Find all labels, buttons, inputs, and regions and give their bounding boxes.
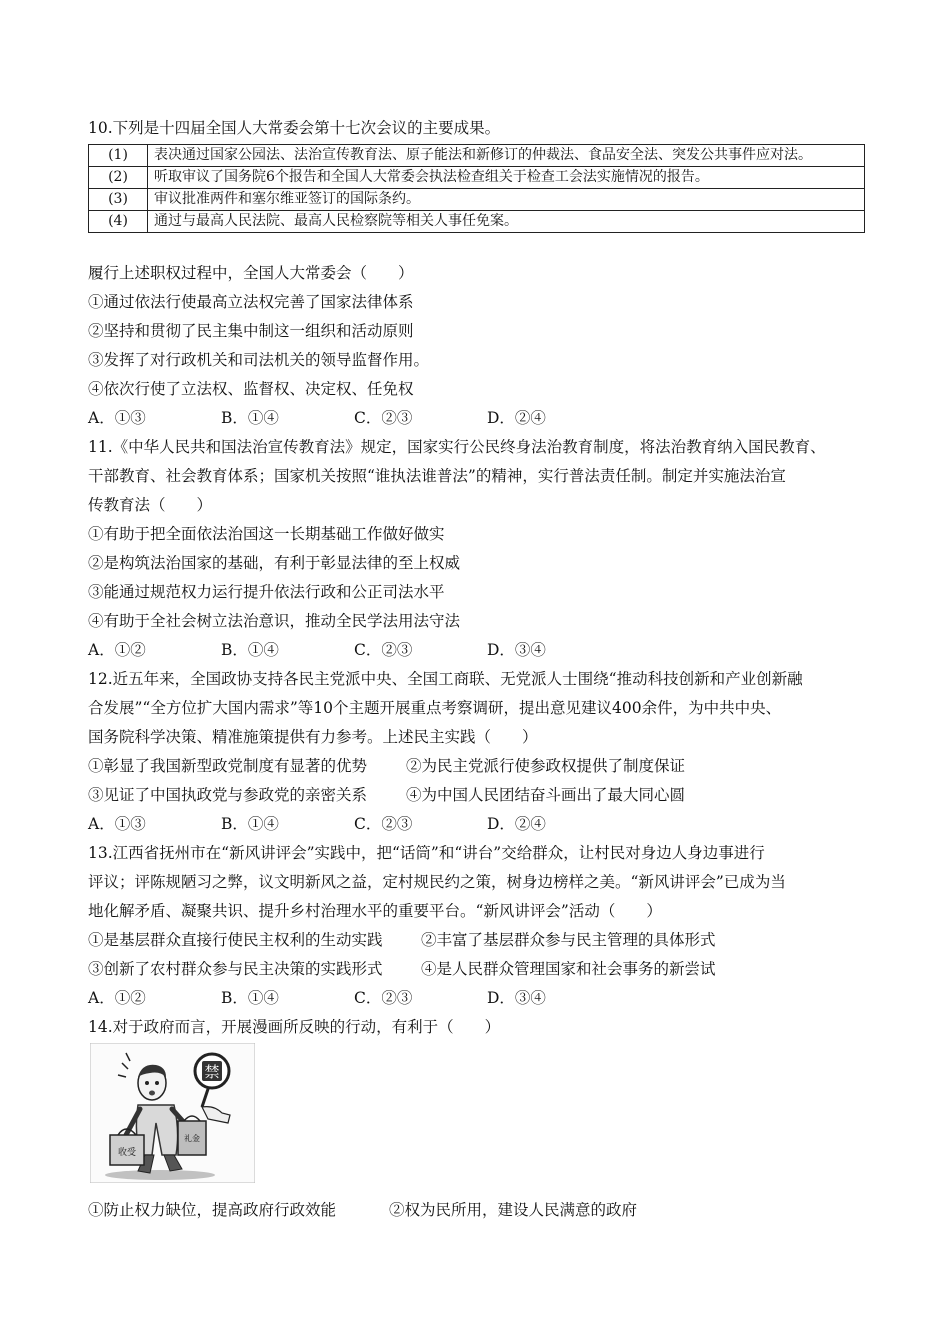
option-d[interactable]: D．③④ bbox=[487, 641, 546, 659]
row-text: 审议批准两件和塞尔维亚签订的国际条约。 bbox=[148, 189, 865, 211]
man-mouth bbox=[149, 1091, 155, 1096]
q13-item-4: ④是人民群众管理国家和社会事务的新尝试 bbox=[421, 960, 716, 978]
q11-item-3: ③能通过规范权力运行提升依法行政和公正司法水平 bbox=[88, 583, 445, 601]
option-b[interactable]: B．①④ bbox=[221, 989, 279, 1007]
q13-items-row-2 bbox=[88, 959, 716, 979]
q10-item-3: ③发挥了对行政机关和司法机关的领导监督作用。 bbox=[88, 351, 430, 369]
option-c[interactable]: C．②③ bbox=[354, 815, 413, 833]
q13-item-3: ③创新了农村群众参与民主决策的实践形式 bbox=[88, 960, 383, 978]
q10-item-4: ④依次行使了立法权、监督权、决定权、任免权 bbox=[88, 380, 414, 398]
q13-stem-line-2: 评议；评陈规陋习之弊，议文明新风之益，定村规民约之策，树身边榜样之美。“新风讲评会”已成为当 bbox=[88, 873, 786, 891]
row-text: 听取审议了国务院6个报告和全国人大常委会执法检查组关于检查工会法实施情况的报告。 bbox=[148, 167, 865, 189]
q11-stem-line-3: 传教育法（ ） bbox=[88, 496, 213, 514]
q14-items-row-1 bbox=[88, 1200, 637, 1220]
row-number: (3) bbox=[89, 189, 148, 211]
option-a[interactable]: A．①③ bbox=[88, 409, 146, 427]
option-d[interactable]: D．③④ bbox=[487, 989, 546, 1007]
q12-stem-line-1: 12.近五年来，全国政协支持各民主党派中央、全国工商联、无党派人士围绕“推动科技创新和产业创新融 bbox=[88, 670, 803, 688]
option-d[interactable]: D．②④ bbox=[487, 815, 546, 833]
row-text: 表决通过国家公园法、法治宣传教育法、原子能法和新修订的仲裁法、食品安全法、突发公共事件应对法。 bbox=[148, 145, 865, 167]
q12-stem-line-3: 国务院科学决策、精准施策提供有力参考。上述民主实践（ ） bbox=[88, 728, 538, 746]
q12-stem-line-2: 合发展”“全方位扩大国内需求”等10个主题开展重点考察调研，提出意见建议400余件，为中共中央、 bbox=[88, 699, 782, 717]
q10-question: 履行上述职权过程中，全国人大常委会（ ） bbox=[88, 264, 414, 282]
ban-sign-label: 禁 bbox=[204, 1063, 220, 1081]
bag-accept-label: 收受 bbox=[117, 1148, 137, 1158]
q11-item-4: ④有助于全社会树立法治意识，推动全民学法用法守法 bbox=[88, 612, 461, 630]
option-b[interactable]: B．①④ bbox=[221, 815, 279, 833]
table-row bbox=[89, 145, 865, 167]
table-row bbox=[89, 211, 865, 233]
q10-item-2: ②坚持和贯彻了民主集中制这一组织和活动原则 bbox=[88, 322, 414, 340]
row-number: (1) bbox=[89, 145, 148, 167]
option-c[interactable]: C．②③ bbox=[354, 989, 413, 1007]
q11-options bbox=[88, 640, 620, 660]
q11-item-2: ②是构筑法治国家的基础，有利于彰显法律的至上权威 bbox=[88, 554, 461, 572]
q11-stem-line-1: 11.《中华人民共和国法治宣传教育法》规定，国家实行公民终身法治教育制度，将法治教育纳入国民教育、 bbox=[88, 438, 826, 456]
q12-item-2: ②为民主党派行使参政权提供了制度保证 bbox=[406, 757, 686, 775]
q10-results-table bbox=[88, 144, 865, 233]
q12-item-3: ③见证了中国执政党与参政党的亲密关系 bbox=[88, 786, 368, 804]
table-row bbox=[89, 189, 865, 211]
option-c[interactable]: C．②③ bbox=[354, 409, 413, 427]
option-a[interactable]: A．①② bbox=[88, 989, 146, 1007]
q11-stem-line-2: 干部教育、社会教育体系；国家机关按照“谁执法谁普法”的精神，实行普法责任制。制定并实施法治宣 bbox=[88, 467, 786, 485]
q14-item-2: ②权为民所用，建设人民满意的政府 bbox=[389, 1201, 638, 1219]
q12-options bbox=[88, 814, 620, 834]
option-a[interactable]: A．①② bbox=[88, 641, 146, 659]
q10-stem: 10.下列是十四届全国人大常委会第十七次会议的主要成果。 bbox=[88, 119, 501, 137]
option-b[interactable]: B．①④ bbox=[221, 641, 279, 659]
q12-item-1: ①彰显了我国新型政党制度有显著的优势 bbox=[88, 757, 368, 775]
q13-options bbox=[88, 988, 620, 1008]
option-d[interactable]: D．②④ bbox=[487, 409, 546, 427]
row-number: (4) bbox=[89, 211, 148, 233]
q11-item-1: ①有助于把全面依法治国这一长期基础工作做好做实 bbox=[88, 525, 445, 543]
q10-options bbox=[88, 408, 620, 428]
option-b[interactable]: B．①④ bbox=[221, 409, 279, 427]
q13-items-row-1 bbox=[88, 930, 716, 950]
man-eye bbox=[145, 1081, 149, 1085]
q12-items-row-2 bbox=[88, 785, 685, 805]
ground-shadow bbox=[105, 1170, 215, 1180]
q13-item-2: ②丰富了基层群众参与民主管理的具体形式 bbox=[421, 931, 716, 949]
q14-stem: 14.对于政府而言，开展漫画所反映的行动，有利于（ ） bbox=[88, 1018, 501, 1036]
anti-corruption-cartoon bbox=[90, 1043, 255, 1183]
q12-items-row-1 bbox=[88, 756, 685, 776]
q10-item-1: ①通过依法行使最高立法权完善了国家法律体系 bbox=[88, 293, 414, 311]
q13-item-1: ①是基层群众直接行使民主权利的生动实践 bbox=[88, 931, 383, 949]
row-text: 通过与最高人民法院、最高人民检察院等相关人事任免案。 bbox=[148, 211, 865, 233]
bag-gift-label: 礼金 bbox=[184, 1134, 200, 1143]
row-number: (2) bbox=[89, 167, 148, 189]
option-c[interactable]: C．②③ bbox=[354, 641, 413, 659]
man-eye bbox=[155, 1081, 159, 1085]
q13-stem-line-3: 地化解矛盾、凝聚共识、提升乡村治理水平的重要平台。“新风讲评会”活动（ ） bbox=[88, 902, 662, 920]
q14-item-1: ①防止权力缺位，提高政府行政效能 bbox=[88, 1201, 337, 1219]
option-a[interactable]: A．①③ bbox=[88, 815, 146, 833]
table-row bbox=[89, 167, 865, 189]
q12-item-4: ④为中国人民团结奋斗画出了最大同心圆 bbox=[406, 786, 686, 804]
q13-stem-line-1: 13.江西省抚州市在“新风讲评会”实践中，把“话筒”和“讲台”交给群众，让村民对身边人身边事进行 bbox=[88, 844, 765, 862]
